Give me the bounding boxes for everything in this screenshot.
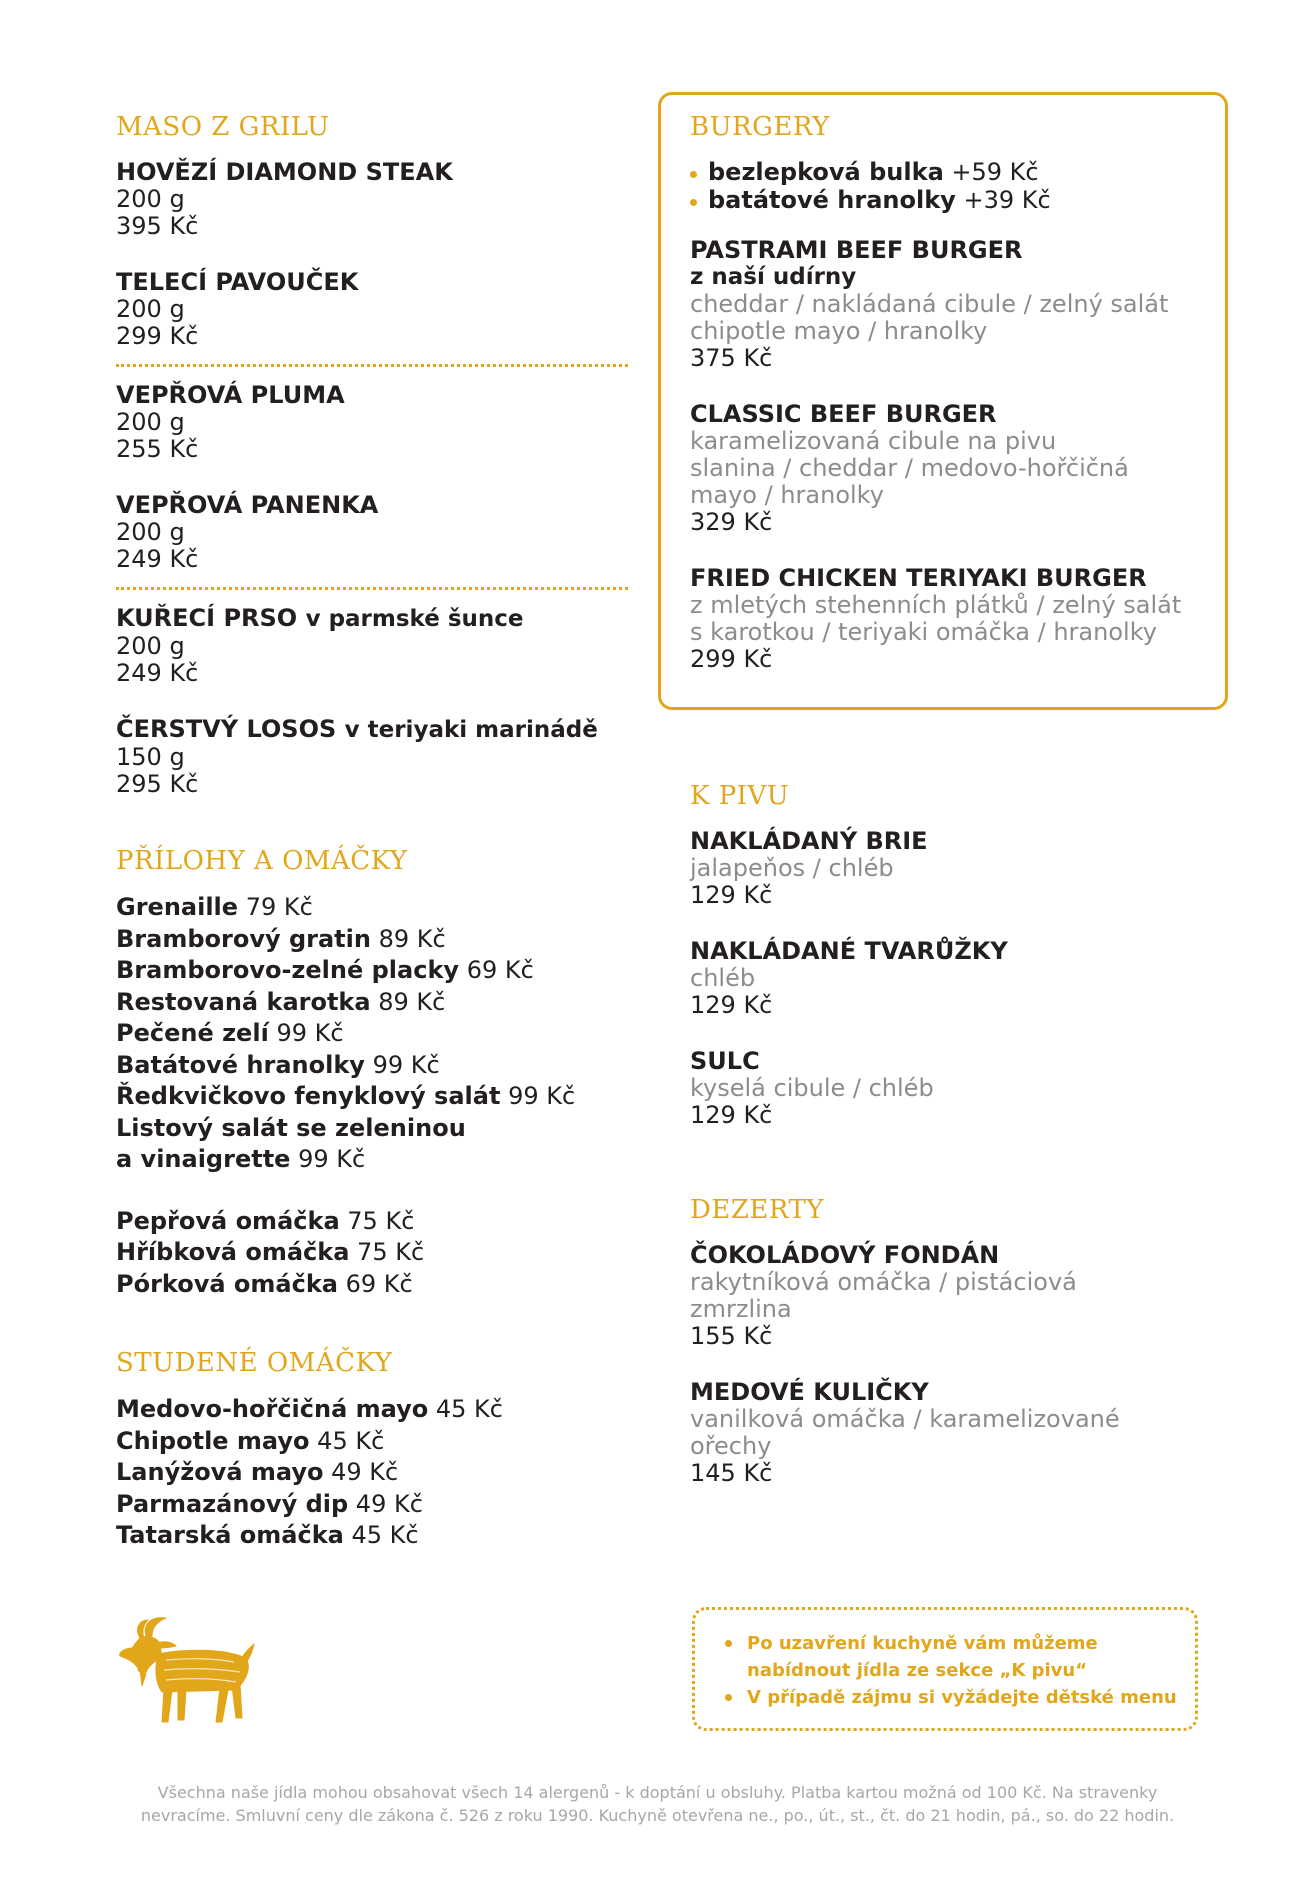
menu-item bbox=[690, 400, 1210, 536]
item-price: 255 Kč bbox=[116, 435, 199, 463]
note-text: nabídnout jídla ze sekce „K pivu“ bbox=[747, 1660, 1088, 1681]
menu-item bbox=[690, 827, 1210, 909]
item-weight: 200 g bbox=[116, 185, 185, 213]
item-description: zmrzlina bbox=[690, 1295, 792, 1323]
item-weight: 200 g bbox=[116, 518, 185, 546]
item-subtitle: z naší udírny bbox=[690, 264, 857, 290]
item-description: z mletých stehenních plátků / zelný salát bbox=[690, 591, 1182, 619]
item-name: MEDOVÉ KULIČKY bbox=[690, 1378, 929, 1406]
list-item-name: Ředkvičkovo fenyklový salát bbox=[116, 1082, 501, 1110]
menu-item bbox=[690, 1241, 1210, 1350]
section-title-grill: MASO Z GRILU bbox=[116, 112, 330, 142]
list-item-price: 89 Kč bbox=[378, 924, 446, 953]
item-price: 249 Kč bbox=[116, 659, 199, 687]
section-title-burgers: BURGERY bbox=[690, 112, 830, 142]
list-item-name: Tatarská omáčka bbox=[116, 1521, 344, 1549]
item-name-main: KUŘECÍ PRSO bbox=[116, 604, 298, 632]
item-price: 155 Kč bbox=[690, 1322, 773, 1350]
extra-price: +59 Kč bbox=[951, 158, 1039, 186]
item-description: ořechy bbox=[690, 1432, 772, 1460]
sauces-list bbox=[116, 1206, 628, 1301]
list-item bbox=[116, 1144, 628, 1176]
list-item-name: Medovo-hořčičná mayo bbox=[116, 1395, 429, 1423]
item-weight: 200 g bbox=[116, 408, 185, 436]
note-text: Po uzavření kuchyně vám můžeme bbox=[747, 1633, 1098, 1654]
list-item-name: Parmazánový dip bbox=[116, 1489, 349, 1518]
item-name: SULC bbox=[690, 1047, 760, 1075]
item-name: HOVĚZÍ DIAMOND STEAK bbox=[116, 158, 453, 186]
item-price: 129 Kč bbox=[690, 1101, 773, 1129]
item-description: slanina / cheddar / medovo-hořčičná bbox=[690, 454, 1129, 482]
list-item-price: 99 Kč bbox=[276, 1019, 344, 1047]
extra-item bbox=[690, 158, 1210, 186]
burger-extras bbox=[690, 158, 1210, 214]
item-name: PASTRAMI BEEF BURGER bbox=[690, 236, 1023, 264]
list-item bbox=[116, 1426, 628, 1458]
list-item-name: Grenaille bbox=[116, 893, 239, 921]
item-name: FRIED CHICKEN TERIYAKI BURGER bbox=[690, 564, 1147, 592]
notes-box bbox=[692, 1607, 1198, 1731]
item-description: cheddar / nakládaná cibule / zelný salát bbox=[690, 290, 1169, 318]
list-item-name: Pečené zelí bbox=[116, 1019, 269, 1047]
menu-item bbox=[116, 715, 628, 798]
item-price: 299 Kč bbox=[116, 322, 199, 350]
item-name-suffix: v parmské šunce bbox=[305, 606, 524, 632]
footer-line: Všechna naše jídla mohou obsahovat všech 14 alergenů - k doptání u obsluhy. Platba kartou možná od 100 Kč. Na stravenky bbox=[157, 1783, 1158, 1802]
list-item-price: 99 Kč bbox=[372, 1050, 440, 1079]
item-price: 299 Kč bbox=[690, 645, 773, 673]
list-item bbox=[116, 924, 628, 956]
item-price: 375 Kč bbox=[690, 344, 773, 372]
list-item bbox=[116, 1520, 628, 1552]
section-title-beer: K PIVU bbox=[690, 781, 790, 811]
item-price: 395 Kč bbox=[116, 212, 199, 240]
menu-item bbox=[690, 564, 1210, 673]
item-description: rakytníková omáčka / pistáciová bbox=[690, 1268, 1077, 1296]
list-item-name: Pepřová omáčka bbox=[116, 1206, 340, 1235]
section-title-sides: PŘÍLOHY A OMÁČKY bbox=[116, 846, 408, 876]
item-weight: 150 g bbox=[116, 743, 185, 771]
item-description: kyselá cibule / chléb bbox=[690, 1074, 934, 1102]
list-item-name: Batátové hranolky bbox=[116, 1050, 365, 1079]
item-name: ČOKOLÁDOVÝ FONDÁN bbox=[690, 1241, 1000, 1269]
list-item bbox=[116, 955, 628, 987]
menu-item bbox=[690, 937, 1210, 1019]
item-description: jalapeňos / chléb bbox=[690, 854, 894, 882]
list-item bbox=[116, 1269, 628, 1301]
item-name: CLASSIC BEEF BURGER bbox=[690, 400, 997, 428]
list-item-price: 45 Kč bbox=[351, 1521, 419, 1549]
menu-item bbox=[116, 491, 628, 573]
list-item-price: 89 Kč bbox=[378, 987, 446, 1016]
menu-item bbox=[690, 1378, 1210, 1487]
item-price: 129 Kč bbox=[690, 991, 773, 1019]
list-item-name: Hříbková omáčka bbox=[116, 1238, 350, 1266]
item-price: 329 Kč bbox=[690, 508, 773, 536]
item-description: chipotle mayo / hranolky bbox=[690, 317, 988, 345]
extra-item bbox=[690, 186, 1210, 214]
list-item-price: 79 Kč bbox=[245, 893, 313, 921]
list-item bbox=[116, 1081, 628, 1113]
dotted-divider bbox=[116, 587, 628, 590]
section-title-desserts: DEZERTY bbox=[690, 1195, 824, 1225]
item-name: VEPŘOVÁ PANENKA bbox=[116, 491, 379, 519]
list-item-price: 75 Kč bbox=[347, 1206, 415, 1235]
item-weight: 200 g bbox=[116, 632, 185, 660]
menu-item bbox=[116, 381, 628, 463]
menu-item bbox=[690, 236, 1210, 372]
item-description: s karotkou / teriyaki omáčka / hranolky bbox=[690, 618, 1157, 646]
left-column bbox=[116, 110, 628, 1552]
list-item-name: Listový salát se zeleninou bbox=[116, 1113, 466, 1142]
item-name-main: ČERSTVÝ LOSOS bbox=[116, 715, 337, 743]
list-item bbox=[116, 1018, 628, 1050]
note-item: V případě zájmu si vyžádejte dětské menu bbox=[725, 1684, 1195, 1711]
item-price: 129 Kč bbox=[690, 881, 773, 909]
extra-name: bezlepková bulka bbox=[708, 158, 944, 186]
list-item-name: Bramborový gratin bbox=[116, 924, 371, 953]
list-item-name: Bramborovo-zelné placky bbox=[116, 956, 460, 984]
list-item-name: Restovaná karotka bbox=[116, 987, 371, 1016]
list-item-price: 75 Kč bbox=[357, 1238, 425, 1266]
list-item-price: 69 Kč bbox=[466, 956, 534, 984]
item-description: vanilková omáčka / karamelizované bbox=[690, 1405, 1120, 1433]
item-price: 145 Kč bbox=[690, 1459, 773, 1487]
list-item bbox=[116, 1489, 628, 1521]
list-item bbox=[116, 1237, 628, 1269]
menu-item bbox=[116, 158, 628, 240]
list-item-price: 45 Kč bbox=[435, 1395, 503, 1423]
right-column bbox=[690, 110, 1210, 1515]
list-item-name: Pórková omáčka bbox=[116, 1269, 338, 1298]
item-name: NAKLÁDANÉ TVARŮŽKY bbox=[690, 937, 1008, 965]
dotted-divider bbox=[116, 364, 628, 367]
list-item-price: 99 Kč bbox=[508, 1082, 576, 1110]
cold-sauces-list bbox=[116, 1394, 628, 1552]
footer-disclaimer bbox=[120, 1781, 1195, 1827]
item-name: NAKLÁDANÝ BRIE bbox=[690, 827, 928, 855]
item-price: 249 Kč bbox=[116, 545, 199, 573]
item-name: TELECÍ PAVOUČEK bbox=[116, 268, 359, 296]
item-description: karamelizovaná cibule na pivu bbox=[690, 427, 1057, 455]
list-item-price: 49 Kč bbox=[355, 1489, 423, 1518]
list-item-name: Chipotle mayo bbox=[116, 1426, 310, 1455]
section-title-cold-sauces: STUDENÉ OMÁČKY bbox=[116, 1348, 393, 1378]
note-item bbox=[725, 1630, 1195, 1684]
item-name bbox=[116, 715, 628, 744]
extra-price: +39 Kč bbox=[963, 186, 1051, 214]
list-item-price: 69 Kč bbox=[345, 1269, 413, 1298]
list-item-price: 45 Kč bbox=[317, 1426, 385, 1455]
list-item bbox=[116, 1113, 628, 1145]
sides-list bbox=[116, 892, 628, 1176]
spacer bbox=[116, 1176, 628, 1206]
item-description: mayo / hranolky bbox=[690, 481, 884, 509]
list-item-price: 99 Kč bbox=[298, 1145, 366, 1173]
item-name bbox=[116, 604, 628, 633]
item-name: VEPŘOVÁ PLUMA bbox=[116, 381, 345, 409]
menu-item bbox=[116, 268, 628, 350]
list-item bbox=[116, 987, 628, 1019]
list-item bbox=[116, 1457, 628, 1489]
footer-line: nevracíme. Smluvní ceny dle zákona č. 526 z roku 1990. Kuchyně otevřena ne., po., út., st., čt. do 21 hodin, pá., so. do 22 hodin. bbox=[140, 1806, 1175, 1825]
goat-icon bbox=[116, 1614, 256, 1728]
list-item-name: a vinaigrette bbox=[116, 1145, 291, 1173]
extra-name: batátové hranolky bbox=[708, 186, 956, 214]
list-item bbox=[116, 1394, 628, 1426]
menu-item bbox=[690, 1047, 1210, 1129]
list-item-price: 49 Kč bbox=[331, 1458, 399, 1486]
item-name-suffix: v teriyaki marinádě bbox=[344, 717, 598, 743]
item-weight: 200 g bbox=[116, 295, 185, 323]
item-description: chléb bbox=[690, 964, 756, 992]
list-item bbox=[116, 1050, 628, 1082]
menu-item bbox=[116, 604, 628, 687]
list-item-name: Lanýžová mayo bbox=[116, 1458, 324, 1486]
item-price: 295 Kč bbox=[116, 770, 199, 798]
list-item bbox=[116, 892, 628, 924]
list-item bbox=[116, 1206, 628, 1238]
